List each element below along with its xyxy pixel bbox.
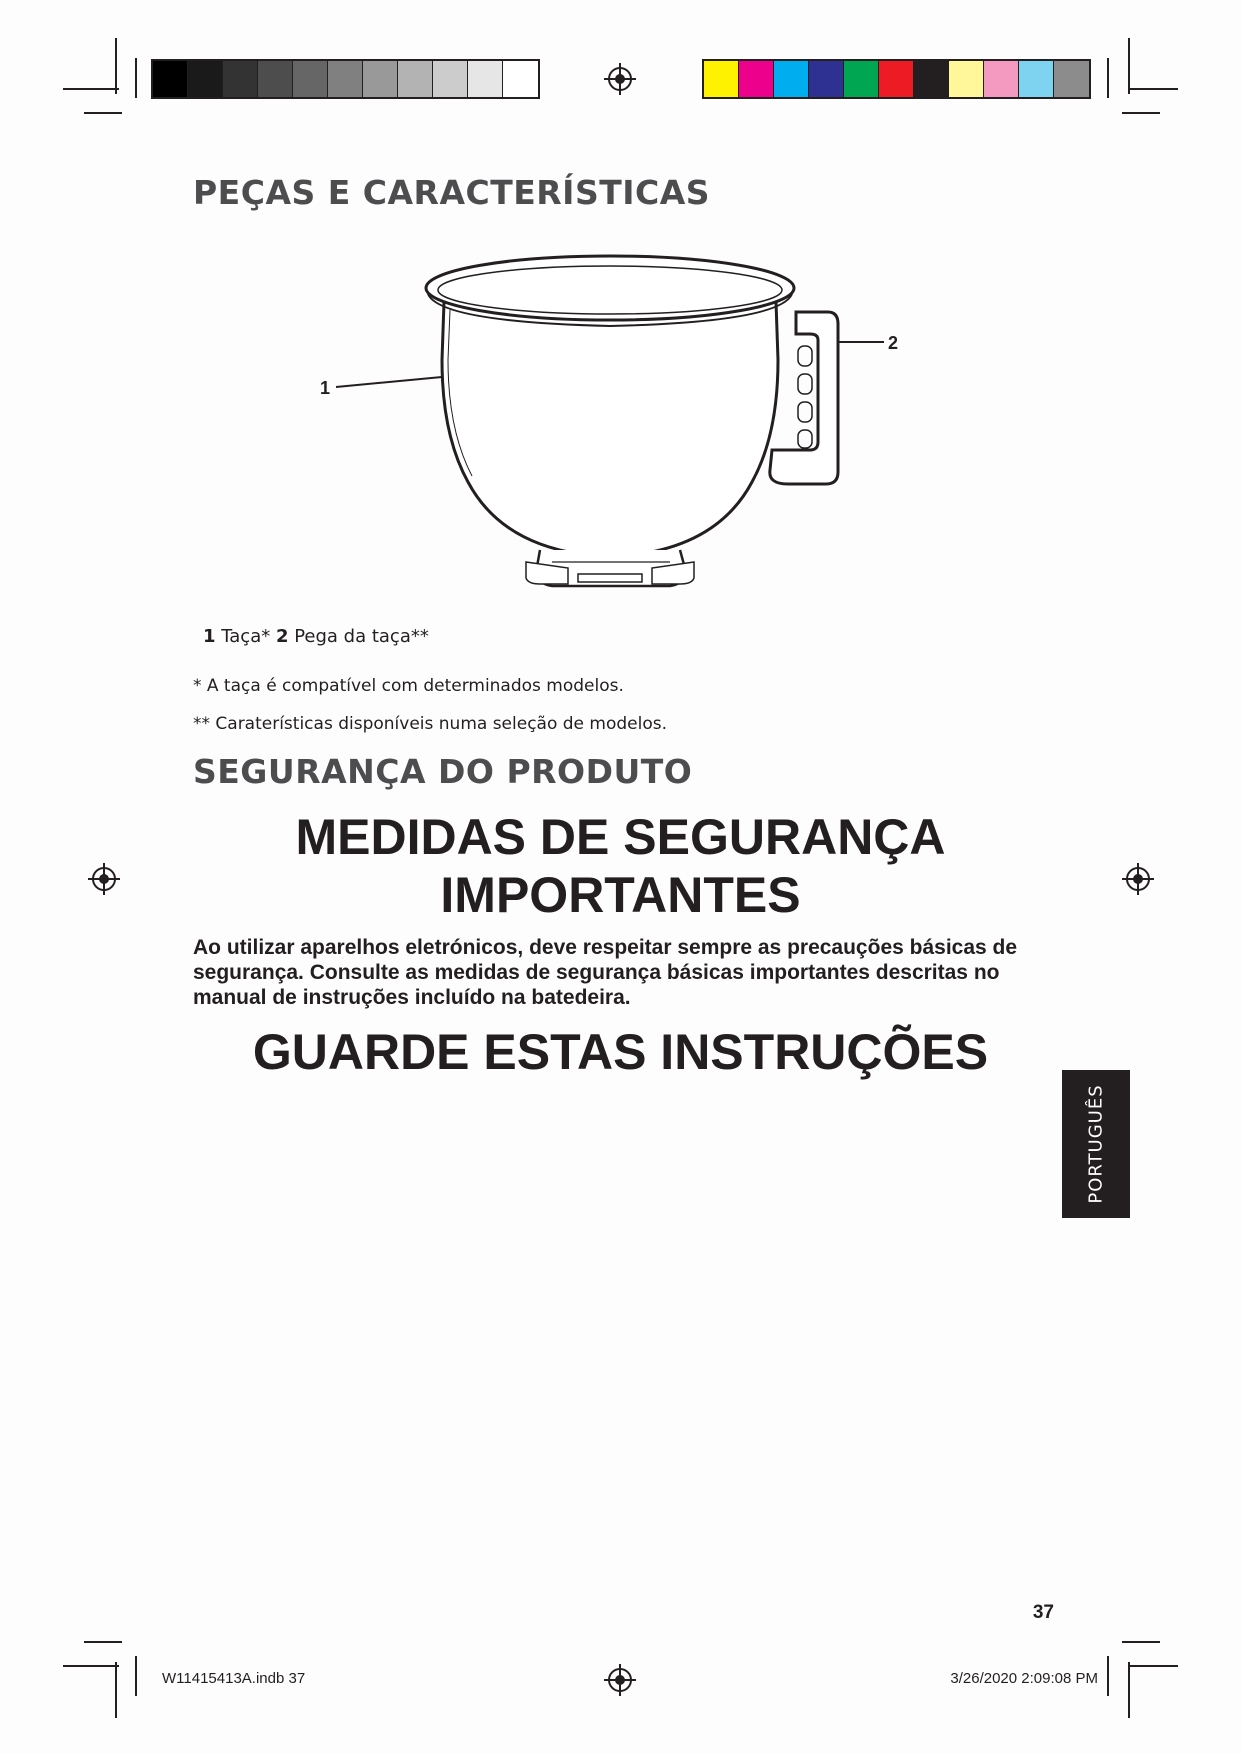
caption-label-bowl: Taça* — [215, 626, 276, 647]
color-swatch — [844, 61, 879, 97]
color-swatch — [949, 61, 984, 97]
registration-mark-icon — [603, 62, 637, 96]
parts-caption — [203, 626, 429, 647]
crop-mark — [1122, 1641, 1160, 1643]
color-swatch — [739, 61, 774, 97]
caption-number-1: 1 — [203, 626, 216, 647]
color-swatch — [398, 61, 433, 97]
color-swatch — [879, 61, 914, 97]
color-swatch — [328, 61, 363, 97]
crop-mark — [1122, 112, 1160, 114]
color-swatch — [468, 61, 503, 97]
color-swatch — [433, 61, 468, 97]
color-swatch — [258, 61, 293, 97]
crop-mark — [1128, 88, 1178, 90]
crop-mark — [84, 1641, 122, 1643]
callout-2: 2 — [888, 333, 899, 353]
safety-intro-text: Ao utilizar aparelhos eletrónicos, deve respeitar sempre as precauções básicas de segurança. Consulte as medidas de segurança básicas importantes descritas no manual de instruções incluído na batedeira. — [193, 936, 1018, 1009]
color-swatch — [188, 61, 223, 97]
crop-mark — [115, 1662, 117, 1718]
color-swatch — [1019, 61, 1054, 97]
mixing-bowl-illustration — [300, 250, 920, 600]
caption-number-2: 2 — [275, 626, 289, 647]
parts-heading: PEÇAS E CARACTERÍSTICAS — [193, 173, 711, 212]
safety-title-line2: IMPORTANTES — [440, 867, 801, 923]
color-swatch — [1054, 61, 1089, 97]
save-instructions-title: GUARDE ESTAS INSTRUÇÕES — [252, 1024, 989, 1080]
safety-title-line1: MEDIDAS DE SEGURANÇA — [295, 809, 946, 865]
color-swatch — [914, 61, 949, 97]
color-swatch — [293, 61, 328, 97]
crop-mark — [135, 58, 137, 98]
color-swatch — [223, 61, 258, 97]
grayscale-color-bar — [151, 59, 540, 99]
color-swatch — [704, 61, 739, 97]
callout-1: 1 — [320, 378, 331, 398]
footnote-features: ** Caraterísticas disponíveis numa seleção de modelos. — [193, 714, 668, 734]
bowl-base — [526, 550, 694, 586]
crop-mark — [115, 38, 117, 94]
bowl-handle — [770, 312, 838, 484]
crop-mark — [1107, 58, 1109, 98]
language-tab — [1062, 1070, 1130, 1218]
color-swatch — [984, 61, 1019, 97]
color-swatch — [153, 61, 188, 97]
color-swatch — [774, 61, 809, 97]
crop-mark — [135, 1656, 137, 1696]
crop-mark — [63, 1665, 119, 1667]
footnote-compatibility: * A taça é compatível com determinados modelos. — [193, 676, 624, 696]
crop-mark — [1128, 38, 1130, 94]
crop-mark — [1107, 1656, 1109, 1696]
slug-datetime: 3/26/2020 2:09:08 PM — [950, 1670, 1098, 1687]
caption-label-handle: Pega da taça** — [288, 626, 429, 647]
process-color-bar — [702, 59, 1091, 99]
color-swatch — [809, 61, 844, 97]
page-number: 37 — [1032, 1602, 1054, 1623]
color-swatch — [363, 61, 398, 97]
crop-mark — [1128, 1662, 1130, 1718]
crop-mark — [1128, 1665, 1178, 1667]
slug-file-info: W11415413A.indb 37 — [162, 1670, 306, 1687]
safety-heading: SEGURANÇA DO PRODUTO — [193, 752, 693, 791]
language-tab-label: PORTUGUÊS — [1085, 1084, 1107, 1204]
crop-mark — [63, 88, 119, 90]
color-swatch — [503, 61, 538, 97]
crop-mark — [84, 112, 122, 114]
bowl-body — [442, 302, 778, 556]
registration-mark-icon — [603, 1663, 637, 1697]
